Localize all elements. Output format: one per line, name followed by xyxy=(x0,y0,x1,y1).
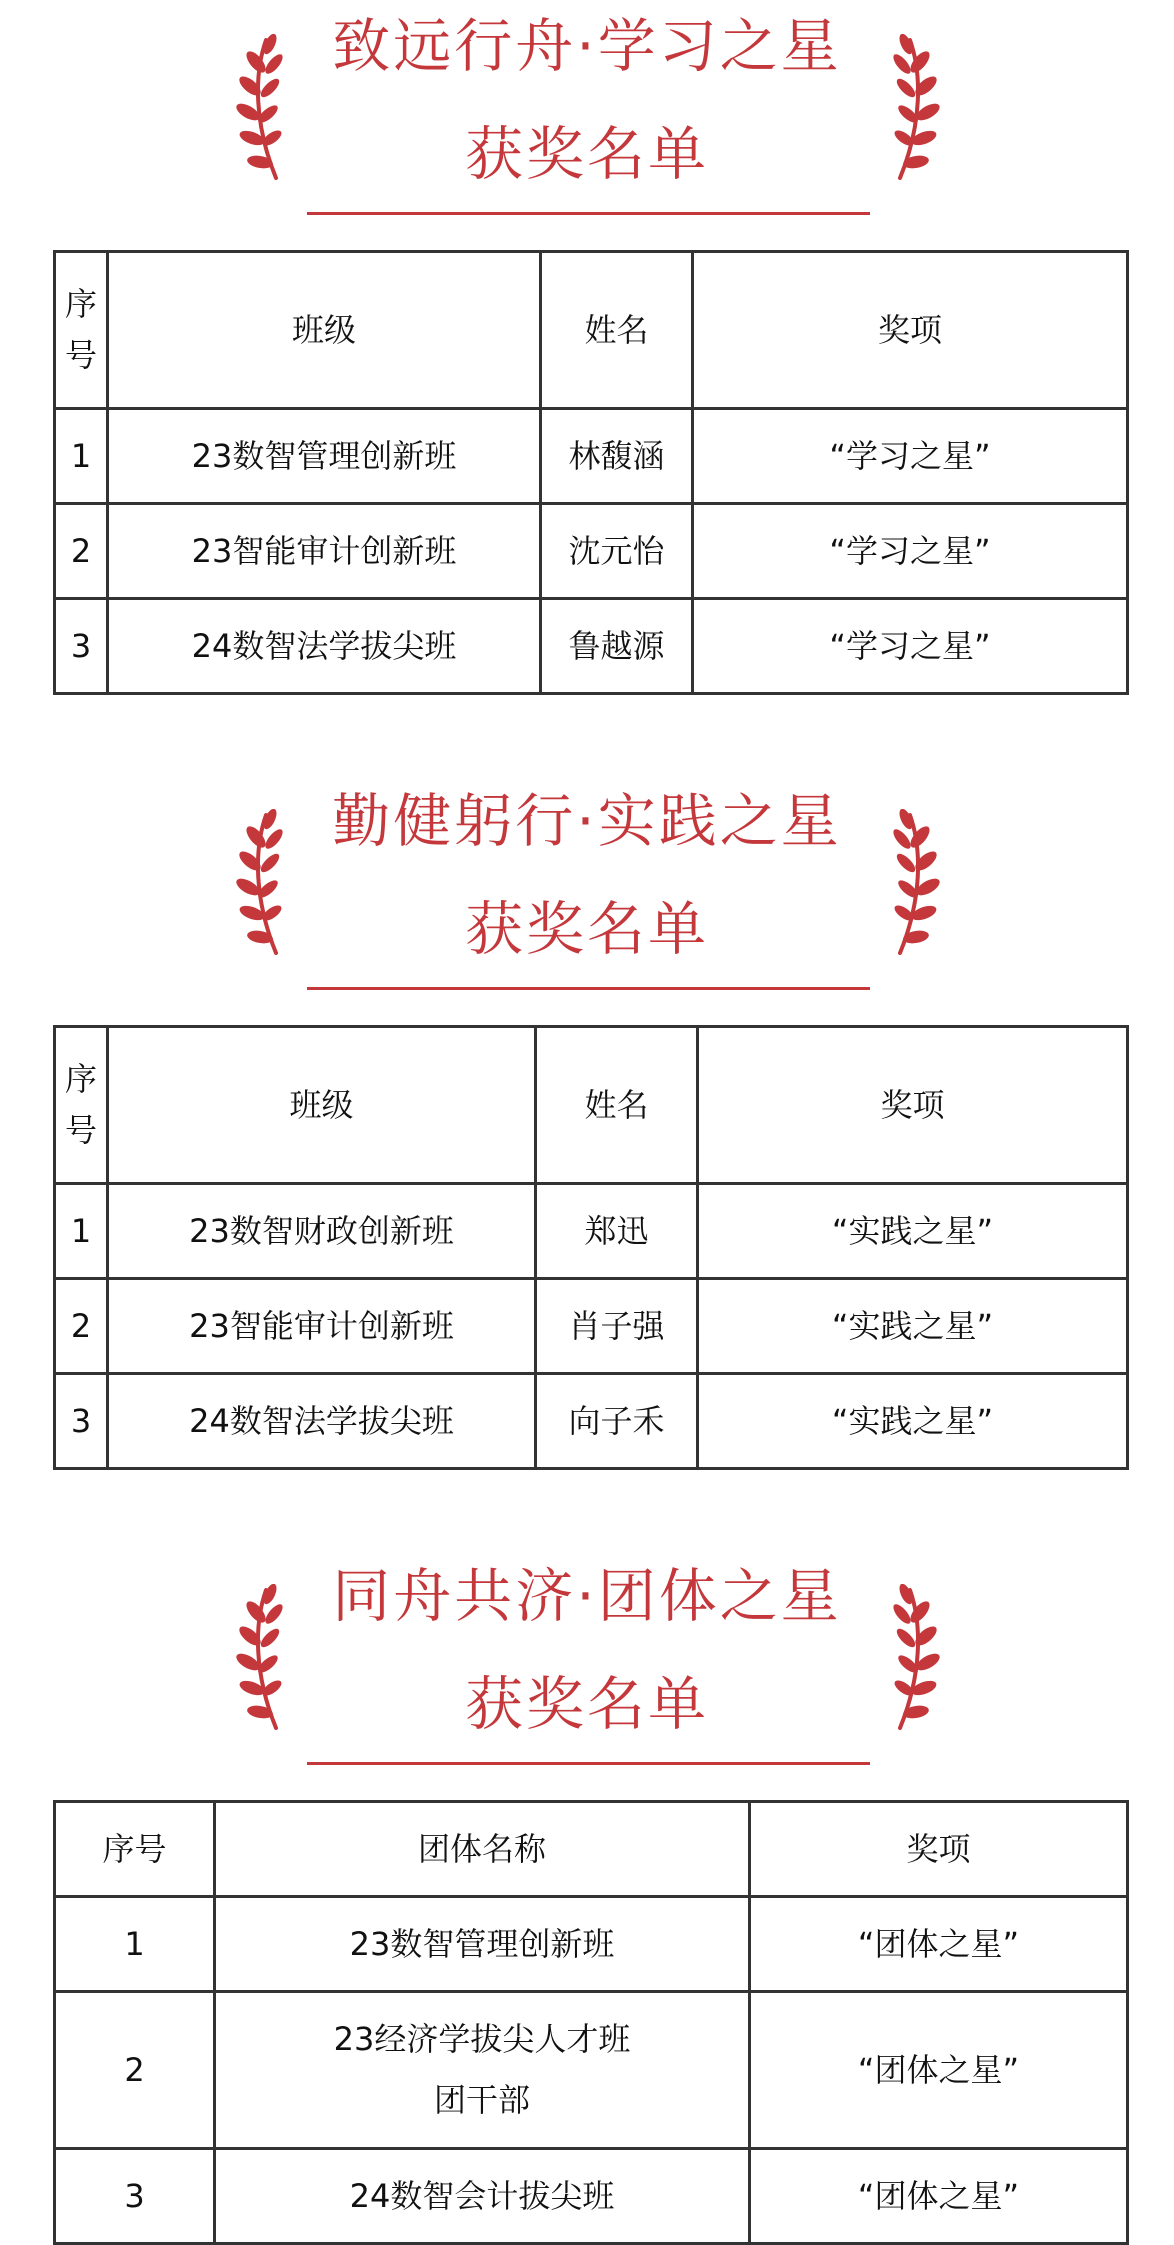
cell-class: 23数智管理创新班 xyxy=(108,409,541,504)
cell-index: 2 xyxy=(55,1992,215,2149)
cell-name: 鲁越源 xyxy=(541,599,693,694)
column-header-index: 序号 xyxy=(55,252,108,409)
table-header-row xyxy=(55,252,1128,409)
cell-award: “学习之星” xyxy=(693,504,1128,599)
title-divider xyxy=(307,1762,870,1765)
award-table xyxy=(53,250,1129,695)
cell-award: “团体之星” xyxy=(750,2149,1128,2244)
section-subtitle: 获奖名单 xyxy=(464,1670,709,1738)
cell-name: 肖子强 xyxy=(536,1279,698,1374)
award-table xyxy=(53,1025,1129,1470)
cell-name: 沈元怡 xyxy=(541,504,693,599)
cell-index: 1 xyxy=(55,409,108,504)
section-header xyxy=(0,1550,1174,1782)
table-row xyxy=(55,1374,1128,1469)
cell-index: 3 xyxy=(55,1374,108,1469)
table-row xyxy=(55,1279,1128,1374)
column-header-team: 团体名称 xyxy=(215,1802,750,1897)
section-header xyxy=(0,0,1174,232)
title-divider xyxy=(307,212,870,215)
cell-index: 3 xyxy=(55,2149,215,2244)
cell-award: “团体之星” xyxy=(750,1897,1128,1992)
column-header-name: 姓名 xyxy=(536,1027,698,1184)
column-header-award: 奖项 xyxy=(750,1802,1128,1897)
table-row xyxy=(55,1184,1128,1279)
cell-class: 23智能审计创新班 xyxy=(108,504,541,599)
cell-team: 23数智管理创新班 xyxy=(215,1897,750,1992)
table-row xyxy=(55,1897,1128,1992)
cell-class: 23数智财政创新班 xyxy=(108,1184,536,1279)
cell-name: 向子禾 xyxy=(536,1374,698,1469)
section-title: 勤健躬行·实践之星 xyxy=(332,787,842,855)
section-team-star xyxy=(0,1550,1174,2215)
table-header-row xyxy=(55,1027,1128,1184)
table-row xyxy=(55,2149,1128,2244)
cell-index: 2 xyxy=(55,1279,108,1374)
cell-class: 24数智法学拔尖班 xyxy=(108,1374,536,1469)
table-row xyxy=(55,1992,1128,2149)
cell-award: “实践之星” xyxy=(698,1279,1128,1374)
title-divider xyxy=(307,987,870,990)
table-row xyxy=(55,599,1128,694)
cell-award: “团体之星” xyxy=(750,1992,1128,2149)
column-header-name: 姓名 xyxy=(541,252,693,409)
section-title: 同舟共济·团体之星 xyxy=(332,1562,842,1630)
cell-class: 23智能审计创新班 xyxy=(108,1279,536,1374)
cell-index: 1 xyxy=(55,1897,215,1992)
column-header-index: 序号 xyxy=(55,1027,108,1184)
cell-name: 林馥涵 xyxy=(541,409,693,504)
section-subtitle: 获奖名单 xyxy=(464,895,709,963)
column-header-award: 奖项 xyxy=(693,252,1128,409)
section-study-star xyxy=(0,0,1174,665)
cell-team-line: 23经济学拔尖人才班 xyxy=(333,2020,631,2059)
cell-index: 1 xyxy=(55,1184,108,1279)
column-header-award: 奖项 xyxy=(698,1027,1128,1184)
award-table xyxy=(53,1800,1129,2245)
cell-team-line: 团干部 xyxy=(433,2081,530,2119)
cell-award: “实践之星” xyxy=(698,1184,1128,1279)
column-header-class: 班级 xyxy=(108,252,541,409)
cell-award: “学习之星” xyxy=(693,409,1128,504)
section-header xyxy=(0,775,1174,1007)
cell-award: “学习之星” xyxy=(693,599,1128,694)
cell-class: 24数智法学拔尖班 xyxy=(108,599,541,694)
cell-team: 24数智会计拔尖班 xyxy=(215,2149,750,2244)
table-row xyxy=(55,409,1128,504)
cell-team xyxy=(215,1992,750,2149)
cell-name: 郑迅 xyxy=(536,1184,698,1279)
cell-index: 3 xyxy=(55,599,108,694)
cell-award: “实践之星” xyxy=(698,1374,1128,1469)
cell-index: 2 xyxy=(55,504,108,599)
table-row xyxy=(55,504,1128,599)
section-title: 致远行舟·学习之星 xyxy=(332,12,842,80)
section-practice-star xyxy=(0,775,1174,1440)
section-subtitle: 获奖名单 xyxy=(464,120,709,188)
table-header-row xyxy=(55,1802,1128,1897)
column-header-class: 班级 xyxy=(108,1027,536,1184)
column-header-index: 序号 xyxy=(55,1802,215,1897)
